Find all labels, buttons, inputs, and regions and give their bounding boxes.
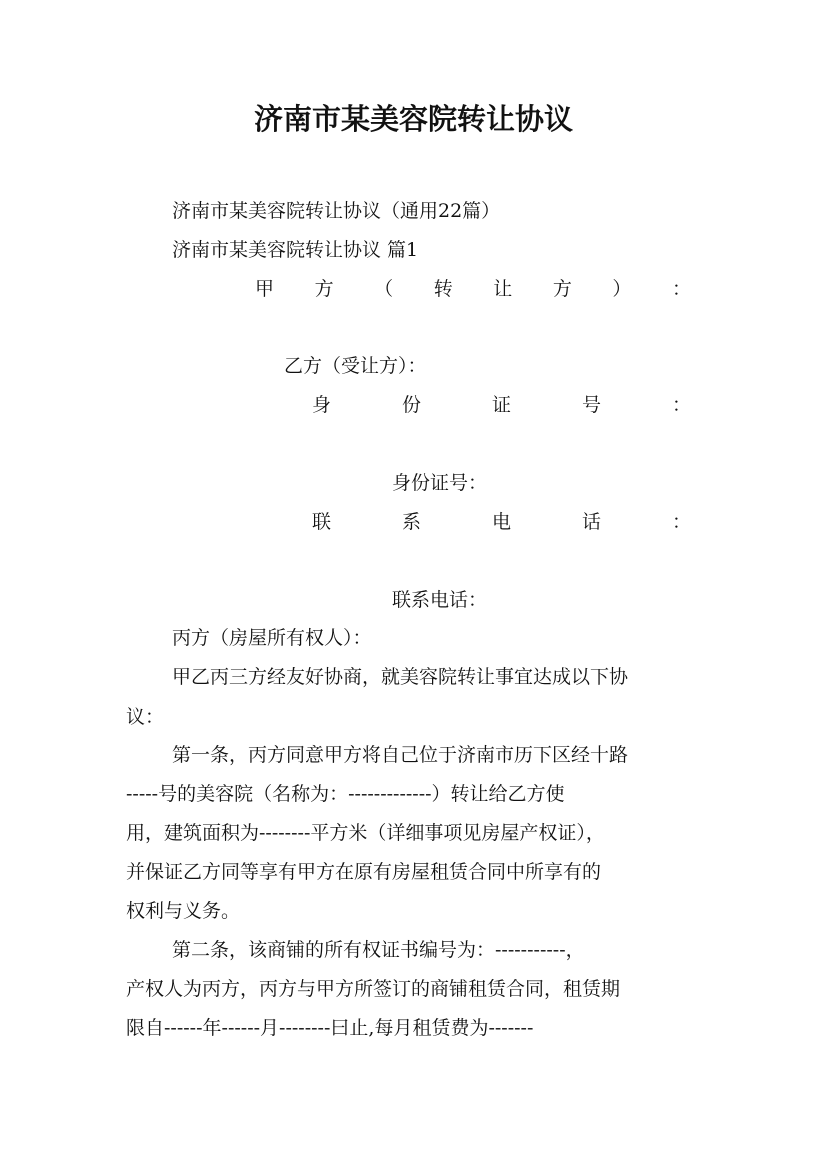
paragraph-line: 第一条，丙方同意甲方将自己位于济南市历下区经十路: [172, 744, 629, 766]
id-number-line: 身份证号：: [392, 472, 488, 494]
id-number-char: 号: [581, 394, 601, 416]
party-c-line: 丙方（房屋所有权人）：: [172, 627, 372, 649]
phone-char: ：: [671, 511, 691, 533]
phone-char: 系: [401, 511, 421, 533]
party-a-char: 转: [433, 278, 453, 300]
party-a-line: [255, 280, 691, 299]
paragraph-line: -----号的美容院（名称为：-------------）转让给乙方使: [126, 783, 565, 805]
party-a-char: ：: [671, 278, 691, 300]
phone-char: 联: [312, 511, 332, 533]
phone-char: 电: [491, 511, 511, 533]
paragraph-line: 甲乙丙三方经友好协商，就美容院转让事宜达成以下协: [172, 666, 629, 688]
paragraph-line: 用，建筑面积为--------平方米（详细事项见房屋产权证），: [126, 822, 605, 844]
party-b-line: 乙方（受让方）：: [284, 355, 427, 377]
document-title: 济南市某美容院转让协议: [253, 102, 573, 136]
id-number-spread-line: [312, 396, 691, 415]
id-number-char: 身: [312, 394, 332, 416]
id-number-char: ：: [671, 394, 691, 416]
paragraph-line: 产权人为丙方，丙方与甲方所签订的商铺租赁合同，租赁期: [126, 978, 621, 1000]
phone-line: 联系电话：: [392, 589, 488, 611]
section-heading: 济南市某美容院转让协议 篇1: [172, 239, 419, 261]
document-subtitle: 济南市某美容院转让协议（通用22篇）: [172, 200, 501, 222]
party-a-char: ）: [612, 278, 632, 300]
party-a-char: 甲: [255, 278, 275, 300]
paragraph-line: 议：: [126, 706, 165, 728]
paragraph-line: 第二条，该商铺的所有权证书编号为：-----------，: [172, 939, 585, 961]
party-a-char: （: [374, 278, 394, 300]
paragraph-line: 并保证乙方同等享有甲方在原有房屋租赁合同中所享有的: [126, 861, 602, 883]
paragraph-line: 权利与义务。: [126, 900, 241, 922]
id-number-char: 证: [491, 394, 511, 416]
paragraph-line: 限自------年------月--------曰止,每月租赁费为-------: [126, 1017, 534, 1039]
party-a-char: 让: [493, 278, 513, 300]
party-a-char: 方: [552, 278, 572, 300]
phone-spread-line: [312, 513, 691, 532]
phone-char: 话: [581, 511, 601, 533]
id-number-char: 份: [401, 394, 421, 416]
party-a-char: 方: [314, 278, 334, 300]
